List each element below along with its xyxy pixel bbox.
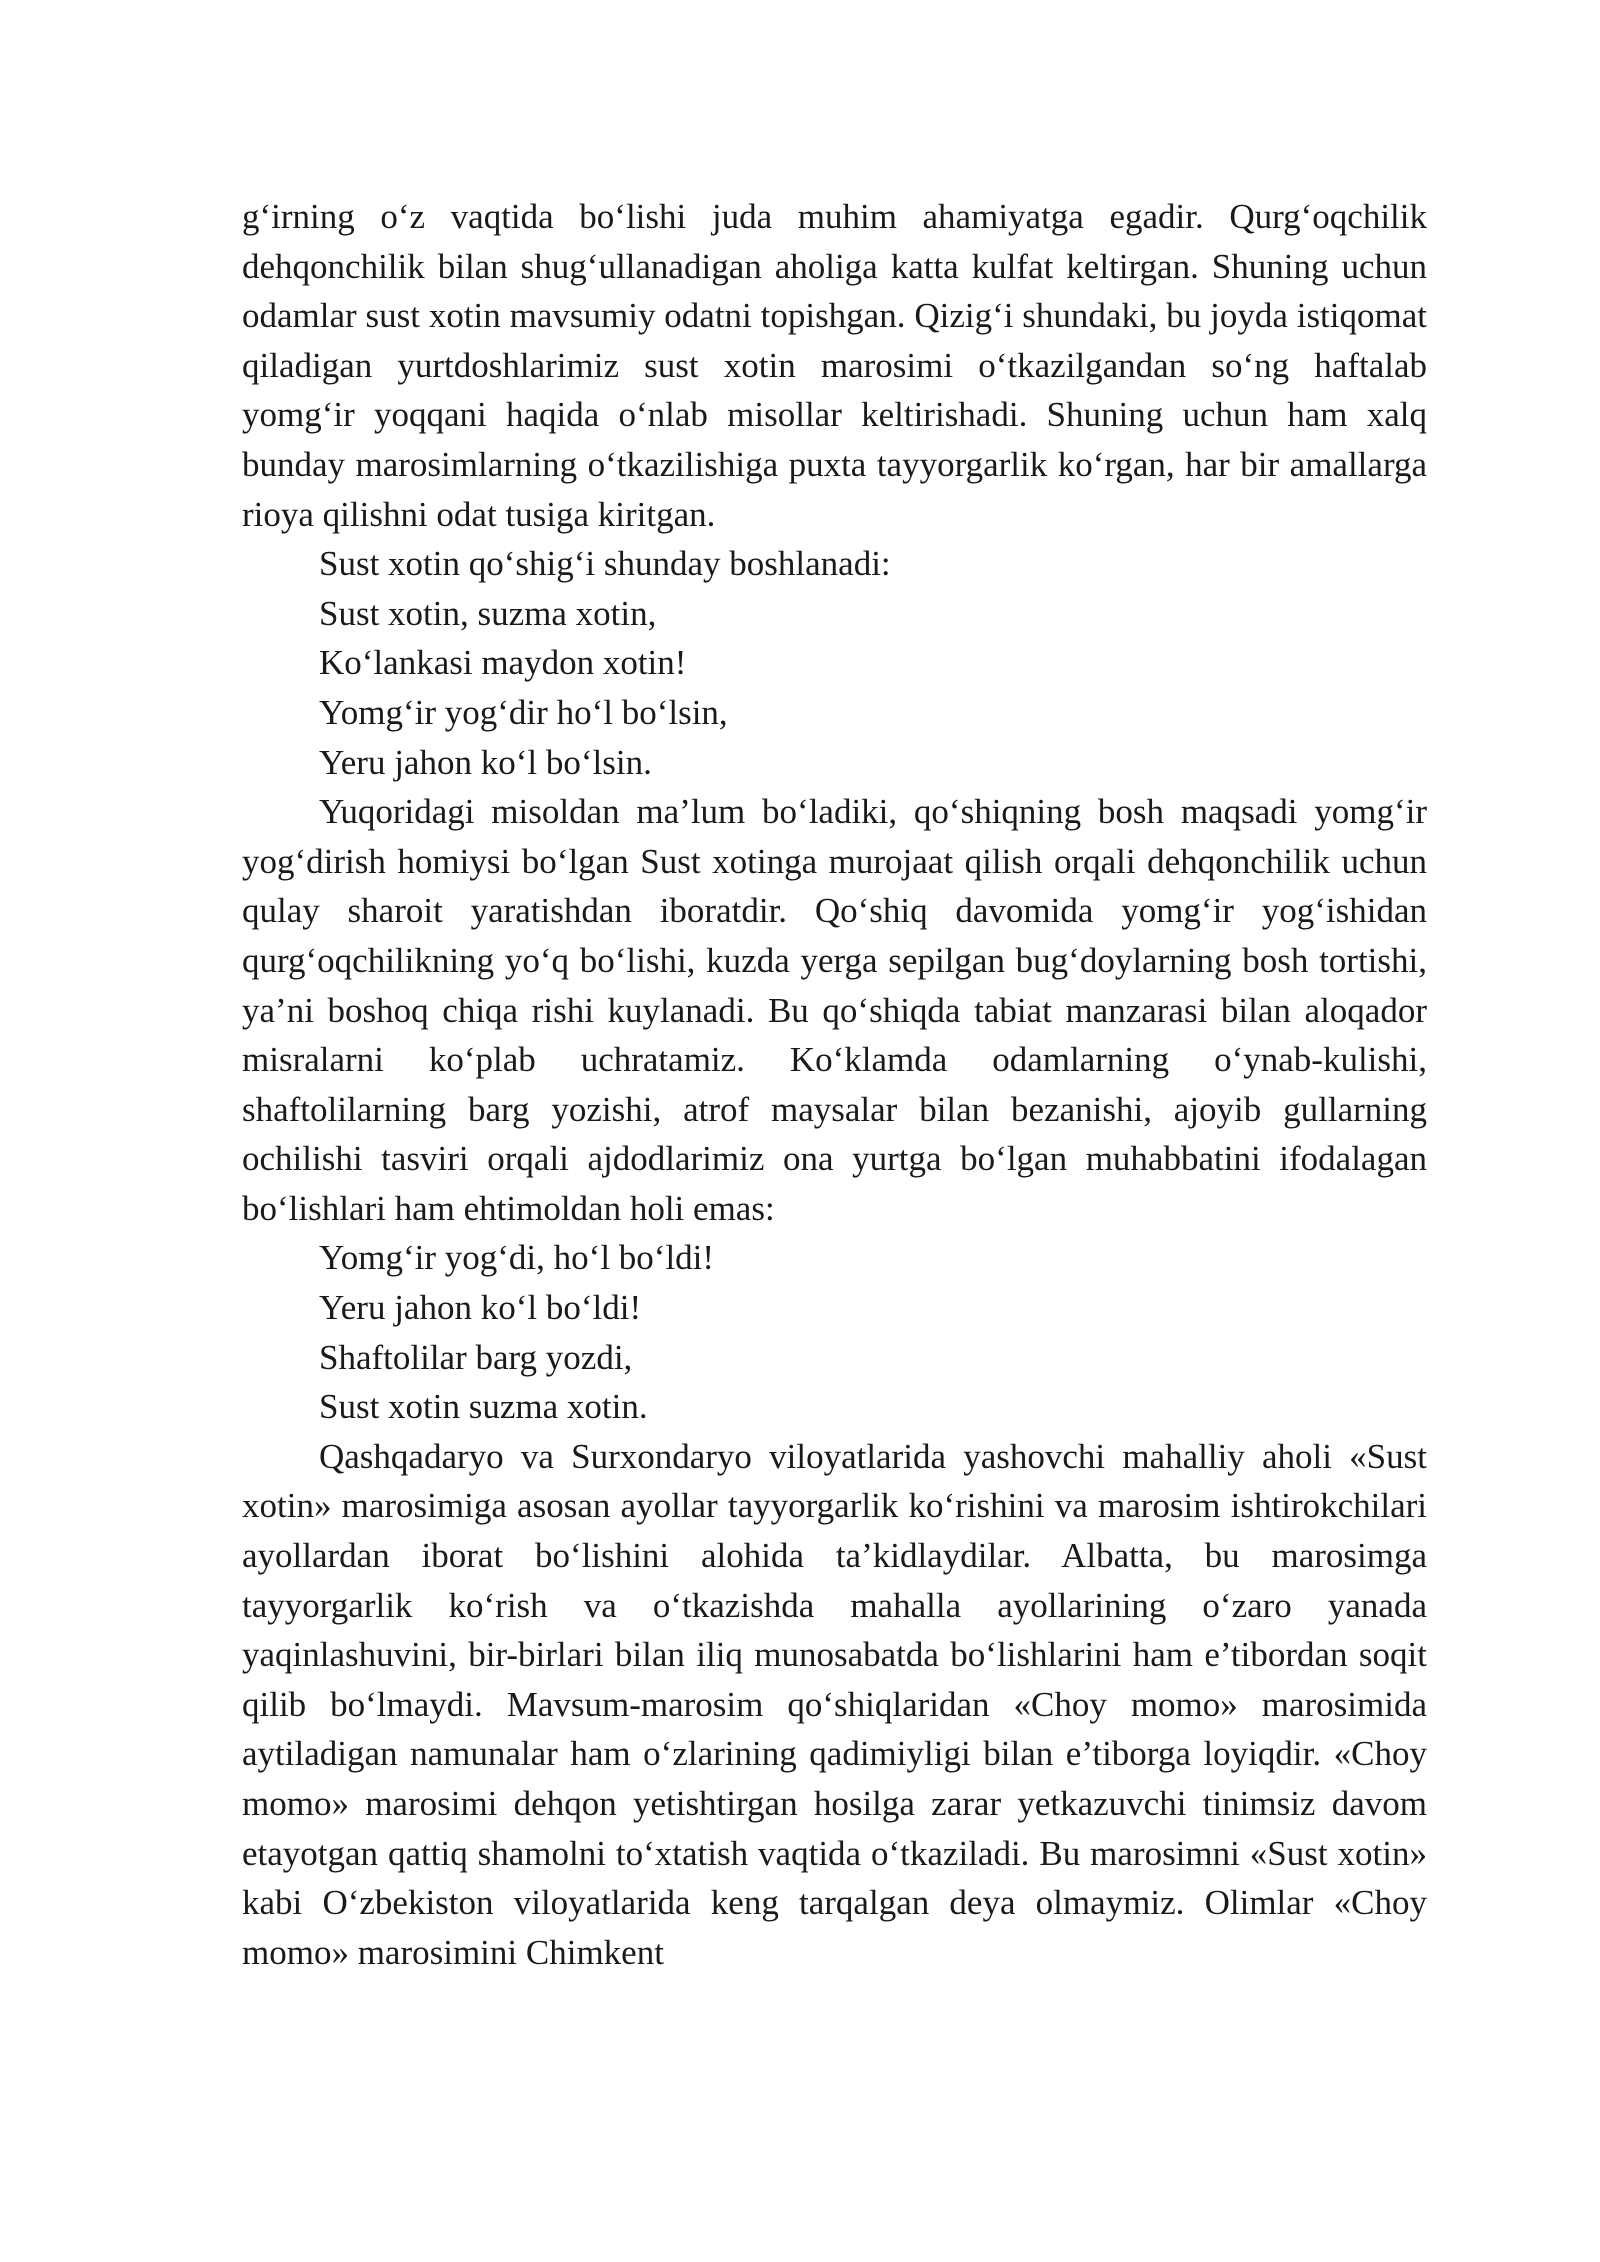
verse-line: Ko‘lankasi maydon xotin! (319, 643, 687, 683)
verse-intro-line: Sust xotin qo‘shig‘i shunday boshlanadi: (319, 544, 891, 584)
paragraph-continuation: g‘irning o‘z vaqtida bo‘lishi juda muhim ahamiyatga egadir. Qurg‘oqchilik dehqonchilik bilan shug‘ullanadigan aholiga katta kulfat keltirgan. Shuning uchun odamlar sust xotin mavsumiy odatni topishgan. Qizig‘i shundaki, bu joyda istiqomat qiladigan yurtdoshlarimiz sust xotin marosimi o‘tkazilgandan so‘ng haftalab yomg‘ir yoqqani haqida o‘nlab misollar keltirishadi. Shuning uchun ham xalq bunday marosimlarning o‘tkazilishiga puxta tayyorgarlik ko‘rgan, har bir amallarga rioya qilishni odat tusiga kiritgan. (242, 197, 1427, 534)
verse-line: Sust xotin suzma xotin. (319, 1387, 648, 1427)
verse-line: Yeru jahon ko‘l bo‘ldi! (319, 1288, 642, 1328)
paragraph: Yuqoridagi misoldan ma’lum bo‘ladiki, qo‘shiqning bosh maqsadi yomg‘ir yog‘dirish homiysi bo‘lgan Sust xotinga murojaat qilish orqali dehqonchilik uchun qulay sharoit yaratishdan iboratdir. Qo‘shiq davomida yomg‘ir yog‘ishidan qurg‘oqchilikning yo‘q bo‘lishi, kuzda yerga sepilgan bug‘doylarning bosh tortishi, ya’ni boshoq chiqa rishi kuylanadi. Bu qo‘shiqda tabiat manzarasi bilan aloqador misralarni ko‘plab uchratamiz. Ko‘klamda odamlarning o‘ynab-kulishi, shaftolilarning barg yozishi, atrof maysalar bilan bezanishi, ajoyib gullarning ochilishi tasviri orqali ajdodlarimiz ona yurtga bo‘lgan muhabbatini ifodalagan bo‘lishlari ham ehtimoldan holi emas: (242, 792, 1427, 1228)
paragraph: Qashqadaryo va Surxondaryo viloyatlarida yashovchi mahalliy aholi «Sust xotin» marosimiga asosan ayollar tayyorgarlik ko‘rishini va marosim ishtirokchilari ayollardan iborat bo‘lishini alohida ta’kidlaydilar. Albatta, bu marosimga tayyorgarlik ko‘rish va o‘tkazishda mahalla ayollarining o‘zaro yanada yaqinlashuvini, bir-birlari bilan iliq munosabatda bo‘lishlarini ham e’tibordan soqit qilib bo‘lmaydi. Mavsum-marosim qo‘shiqlaridan «Choy momo» marosimida aytiladigan namunalar ham o‘zlarining qadimiyligi bilan e’tiborga loyiqdir. «Choy momo» marosimi dehqon yetishtirgan hosilga zarar yetkazuvchi tinimsiz davom etayotgan qattiq shamolni to‘xtatish vaqtida o‘tkaziladi. Bu marosimni «Sust xotin» kabi O‘zbekiston viloyatlarida keng tarqalgan deya olmaymiz. Olimlar «Choy momo» marosimini Chimkent (242, 1436, 1427, 1972)
verse-line: Sust xotin, suzma xotin, (319, 593, 657, 633)
body-text (242, 192, 1427, 1977)
verse-line: Yomg‘ir yog‘di, ho‘l bo‘ldi! (319, 1238, 715, 1278)
verse-line: Shaftolilar barg yozdi, (319, 1337, 633, 1377)
verse-line: Yeru jahon ko‘l bo‘lsin. (319, 742, 652, 782)
verse-line: Yomg‘ir yog‘dir ho‘l bo‘lsin, (319, 692, 728, 732)
